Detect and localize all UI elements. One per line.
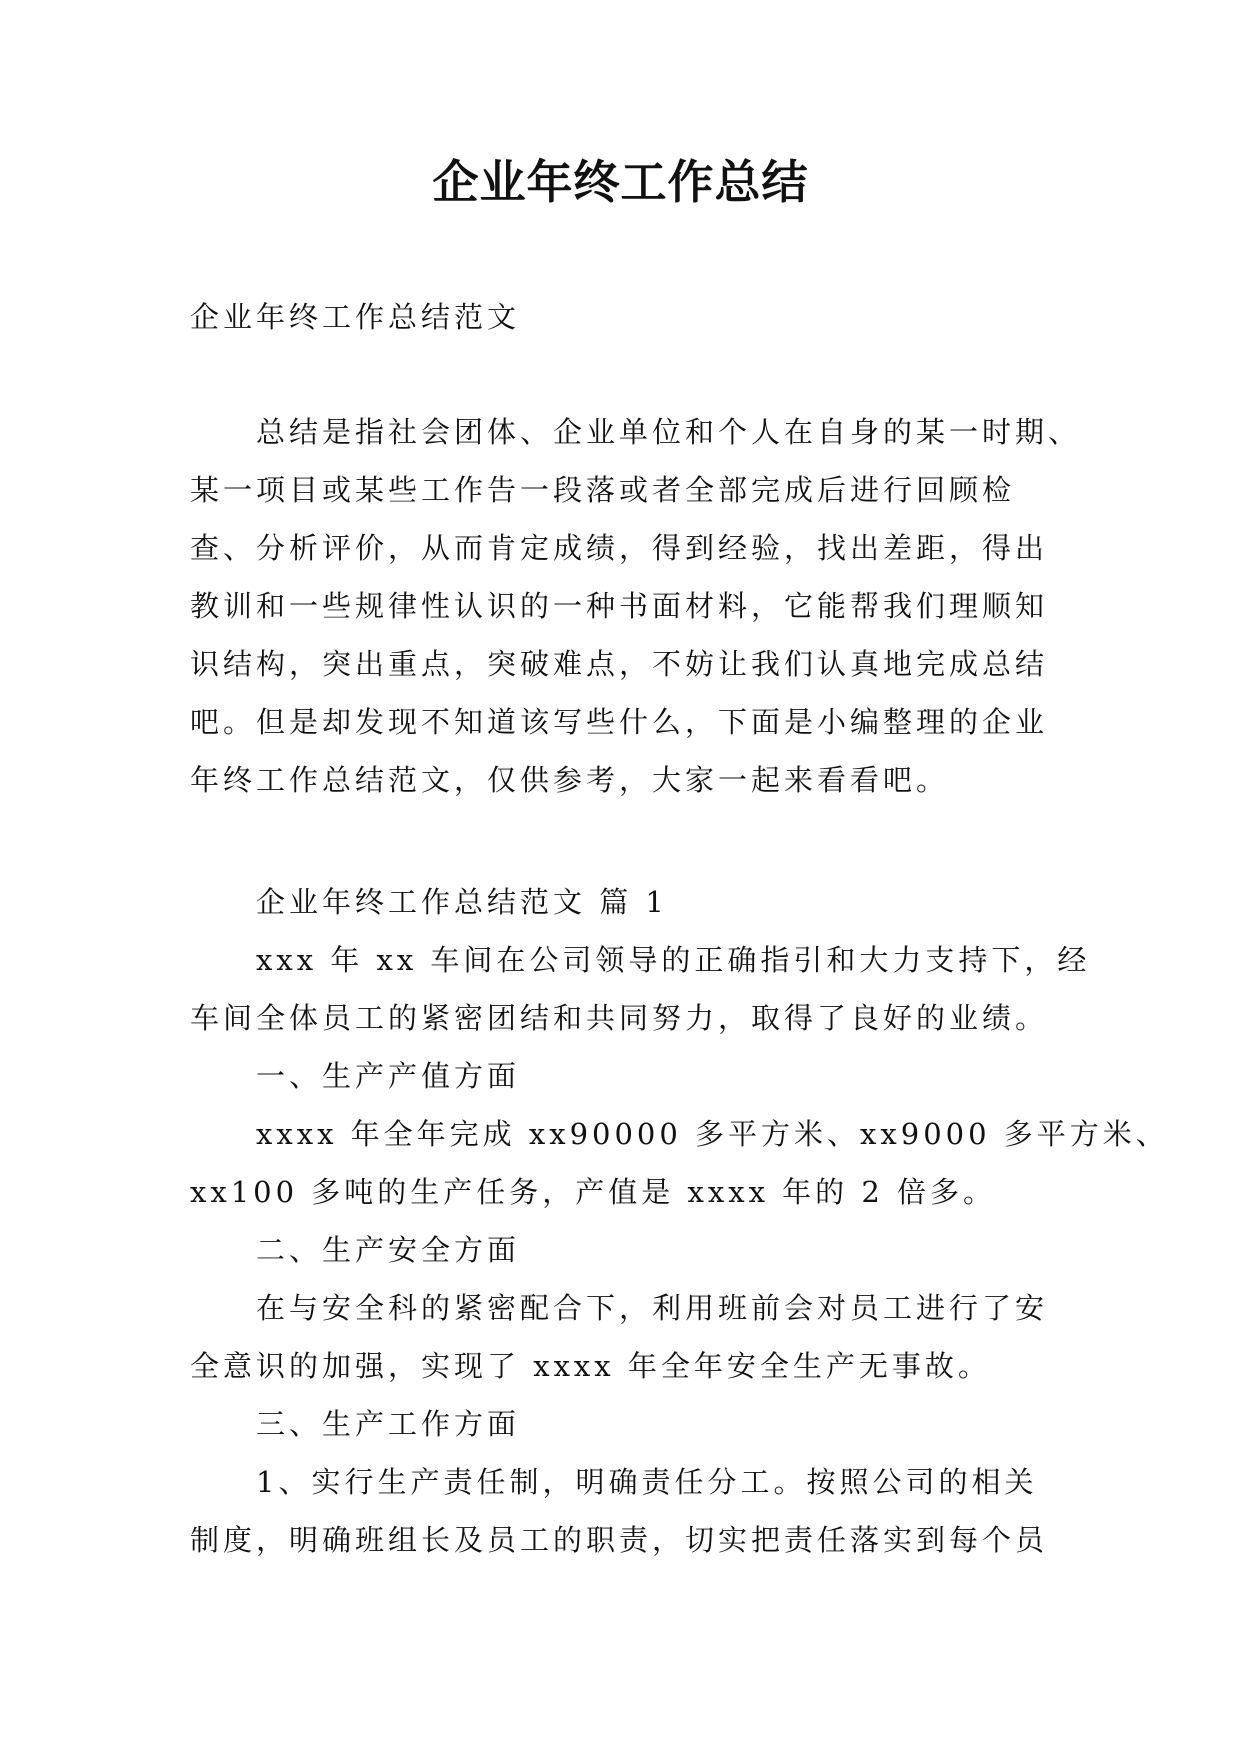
intro-paragraph [190,403,1082,809]
subtitle-text: 企业年终工作总结范文 [190,300,521,334]
paragraph-line: 制度，明确班组长及员工的职责，切实把责任落实到每个员 [190,1523,1049,1557]
section-heading: 企业年终工作总结范文 篇 1 [256,885,668,919]
subheading-production-value: 一、生产产值方面 [256,1059,521,1093]
intro-line: 吧。但是却发现不知道该写些什么，下面是小编整理的企业 [190,705,1049,739]
intro-line: 识结构，突出重点，突破难点，不妨让我们认真地完成总结 [190,647,1049,681]
intro-line: 教训和一些规律性认识的一种书面材料，它能帮我们理顺知 [190,589,1049,623]
intro-line: 某一项目或某些工作告一段落或者全部完成后进行回顾检 [190,473,1016,507]
intro-line: 总结是指社会团体、企业单位和个人在自身的某一时期、 [256,415,1082,449]
document-title: 企业年终工作总结 [432,155,809,209]
subheading-production-work: 三、生产工作方面 [256,1407,521,1441]
paragraph-line: 车间全体员工的紧密团结和共同努力，取得了良好的业绩。 [190,1001,1049,1035]
paragraph-line: xxx 年 xx 车间在公司领导的正确指引和大力支持下，经 [256,943,1091,977]
paragraph-line: 在与安全科的紧密配合下，利用班前会对员工进行了安 [256,1291,1049,1325]
document-subtitle [190,288,1060,346]
paragraph-line: 全意识的加强，实现了 xxxx 年全年安全生产无事故。 [190,1349,991,1383]
paragraph-line: xx100 多吨的生产任务，产值是 xxxx 年的 2 倍多。 [190,1175,997,1209]
subheading-production-safety: 二、生产安全方面 [256,1233,521,1267]
paragraph-line: xxxx 年全年完成 xx90000 多平方米、xx9000 多平方米、 [256,1117,1169,1151]
intro-line: 年终工作总结范文，仅供参考，大家一起来看看吧。 [190,763,950,797]
paragraph-line: 1、实行生产责任制，明确责任分工。按照公司的相关 [256,1465,1038,1499]
intro-line: 查、分析评价，从而肯定成绩，得到经验，找出差距，得出 [190,531,1049,565]
section-body [190,873,1169,1569]
